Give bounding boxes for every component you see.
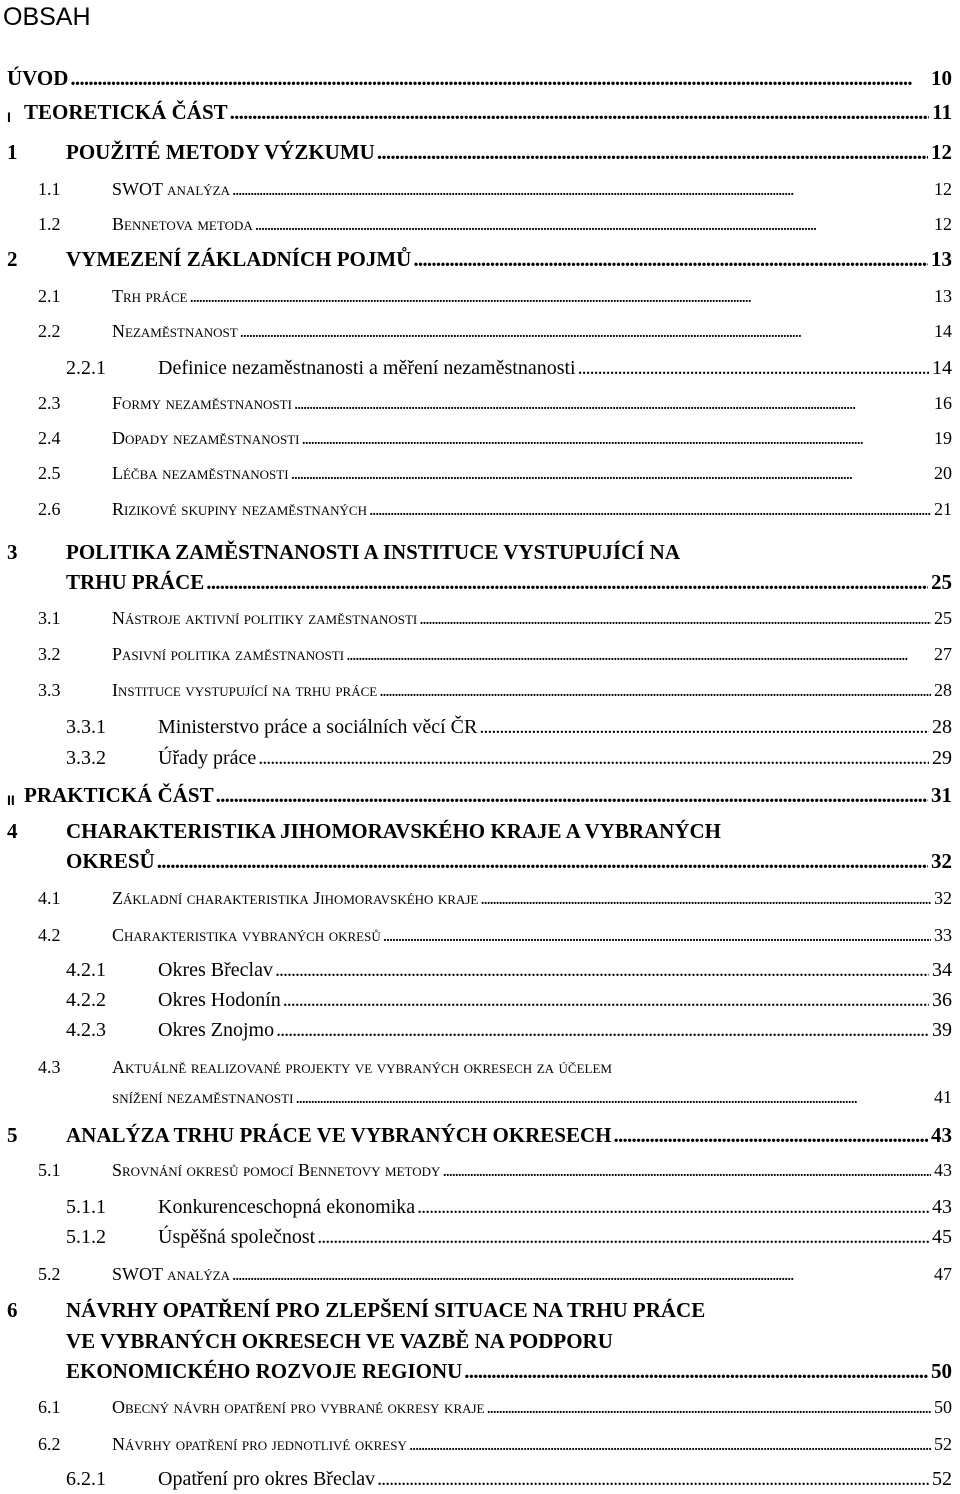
toc-entry-number: 6.1 [38,1397,61,1417]
toc-entry-label: SWOT analýza [112,179,230,199]
toc-entry-page: 28 [932,716,952,738]
toc-entry-label: Dopady nezaměstnanosti [112,428,300,448]
toc-entry-page: 43 [931,1123,952,1147]
toc-entry-number: 2.2 [38,321,61,341]
toc-entry-number: 3.3.1 [66,716,106,738]
toc-entry-page: 34 [932,959,952,981]
dot-leader [189,283,931,309]
dot-leader [301,425,931,451]
toc-entry-label: TRHU PRÁCE [66,570,205,594]
dot-leader [275,957,929,983]
toc-entry-page: 32 [934,888,952,908]
dot-leader [383,922,931,948]
toc-entry-number: 2.2.1 [66,357,106,379]
toc-entry-number: 3.1 [38,608,61,628]
toc-entry-page: 14 [932,357,952,379]
toc-entry-number: 2.5 [38,463,61,483]
toc-entry-label: Srovnání okresů pomocí Bennetovy metody [112,1160,441,1180]
toc-entry-label: Návrhy opatření pro jednotlivé okresy [112,1434,407,1454]
toc-entry-page: 12 [934,179,952,199]
dot-leader [369,496,931,522]
dot-leader [276,1017,929,1043]
toc-entry-label-line2: VE VYBRANÝCH OKRESECH VE VAZBĚ NA PODPORU [66,1329,613,1353]
dot-leader [417,1194,929,1220]
toc-entry-page: 52 [934,1434,952,1454]
toc-entry-page: 16 [934,393,952,413]
toc-entry-page: 25 [934,608,952,628]
toc-entry-page: 13 [934,286,952,306]
dot-leader [216,780,928,810]
toc-entry-page: 50 [934,1397,952,1417]
toc-entry-label: Nástroje aktivní politiky zaměstnanosti [112,608,418,628]
toc-entry-label: Trh práce [112,286,188,306]
toc-entry-page: 11 [932,100,952,124]
dot-leader [346,641,931,667]
toc-entry-label: Opatření pro okres Břeclav [158,1468,376,1490]
dot-leader [70,63,928,93]
toc-entry-number: 6 [7,1298,18,1322]
toc-entry-number: 5.1.2 [66,1226,106,1248]
dot-leader [255,211,931,237]
toc-entry-label: SWOT analýza [112,1264,230,1284]
toc-entry-label: TEORETICKÁ ČÁST [24,100,228,124]
toc-entry-label: PRAKTICKÁ ČÁST [24,783,214,807]
toc-entry-number: 5.1 [38,1160,61,1180]
toc-entry-label: Základní charakteristika Jihomoravského kraje [112,888,479,908]
toc-entry-label: Formy nezaměstnanosti [112,393,292,413]
toc-entry-number: 2.6 [38,499,61,519]
dot-leader [614,1120,929,1150]
toc-entry-label: Okres Hodonín [158,989,281,1011]
toc-entry-label: Ministerstvo práce a sociálních věcí ČR [158,716,478,738]
dot-leader [578,355,929,381]
dot-leader [379,677,931,703]
toc-title: OBSAH [3,3,91,31]
toc-entry-page: 20 [934,463,952,483]
dot-leader [240,318,931,344]
dot-leader [487,1394,931,1420]
toc-entry-label: Charakteristika vybraných okresů [112,925,381,945]
toc-entry-label: Úspěšná společnost [158,1226,316,1248]
toc-entry-number: 2.1 [38,286,61,306]
toc-entry-label-line1: NÁVRHY OPATŘENÍ PRO ZLEPŠENÍ SITUACE NA TRHU PRÁCE [66,1298,706,1322]
toc-entry-page: 12 [931,140,952,164]
toc-entry-page: 19 [934,428,952,448]
dot-leader [294,390,931,416]
toc-entry-label: Obecný návrh opatření pro vybrané okresy kraje [112,1397,485,1417]
dot-leader [480,885,931,911]
dot-leader [283,987,929,1013]
toc-entry-page: 13 [931,247,952,271]
toc-entry-page: 43 [934,1160,952,1180]
toc-entry-label: Nezaměstnanost [112,321,238,341]
dot-leader [377,137,928,167]
toc-entry-page: 27 [934,644,952,664]
toc-entry-label: snížení nezaměstnanosti [112,1087,294,1107]
toc-entry-number: 5.2 [38,1264,61,1284]
toc-entry-page: 28 [934,680,952,700]
dot-leader [291,460,931,486]
toc-entry-number: 4.1 [38,888,61,908]
toc-entry-label: Okres Znojmo [158,1019,275,1041]
toc-entry-label: Rizikové skupiny nezaměstnaných [112,499,367,519]
toc-entry-number: 6.2.1 [66,1468,106,1490]
toc-entry-label: Bennetova metoda [112,214,253,234]
toc-entry-number: 6.2 [38,1434,61,1454]
toc-entry-number: 4.2.3 [66,1019,106,1041]
toc-entry-number: 2 [7,247,18,271]
toc-entry-number: 4.2.1 [66,959,106,981]
toc-entry-number: 5 [7,1123,18,1147]
toc-entry-number: 4.2.2 [66,989,106,1011]
toc-entry-page: 50 [931,1359,952,1383]
toc-entry-number: 2.4 [38,428,61,448]
toc-entry-number: 4 [7,819,18,843]
toc-entry-page: 10 [931,66,952,90]
dot-leader [230,97,930,127]
toc-entry-label: Pasivní politika zaměstnanosti [112,644,345,664]
toc-entry-number: 3.3 [38,680,61,700]
dot-leader [464,1356,928,1386]
toc-entry-page: 36 [932,989,952,1011]
toc-entry-label: Okres Břeclav [158,959,273,981]
toc-entry-number: 4.3 [38,1057,61,1077]
dot-leader [442,1157,931,1183]
toc-entry-label: ANALÝZA TRHU PRÁCE VE VYBRANÝCH OKRESECH [66,1123,612,1147]
dot-leader [419,605,931,631]
toc-entry-number: 2.3 [38,393,61,413]
toc-entry-label: Konkurenceschopná ekonomika [158,1196,416,1218]
toc-entry-label: EKONOMICKÉHO ROZVOJE REGIONU [66,1359,463,1383]
dot-leader [258,745,929,771]
dot-leader [232,1261,931,1287]
dot-leader [295,1084,931,1110]
toc-entry-label: Úřady práce [158,747,257,769]
toc-entry-page: 29 [932,747,952,769]
toc-entry-page: 45 [932,1226,952,1248]
toc-entry-number: 1.1 [38,179,61,199]
toc-entry-label-line1: POLITIKA ZAMĚSTNANOSTI A INSTITUCE VYSTUPUJÍCÍ NA [66,540,681,564]
toc-entry-page: 52 [932,1468,952,1490]
toc-entry-label-line1: Aktuálně realizované projekty ve vybraných okresech za účelem [112,1057,612,1077]
dot-leader [206,567,928,597]
toc-entry-label-line1: CHARAKTERISTIKA JIHOMORAVSKÉHO KRAJE A VYBRANÝCH [66,819,721,843]
toc-entry-number: 3.2 [38,644,61,664]
toc-entry-page: 33 [934,925,952,945]
dot-leader [479,714,929,740]
toc-entry-page: 14 [934,321,952,341]
dot-leader [409,1431,931,1457]
toc-entry-page: 43 [932,1196,952,1218]
toc-entry-number: II [7,792,15,808]
toc-entry-label: VYMEZENÍ ZÁKLADNÍCH POJMŮ [66,247,412,271]
toc-entry-label: Léčba nezaměstnanosti [112,463,289,483]
toc-entry-page: 41 [934,1087,952,1107]
dot-leader [413,244,928,274]
toc-entry-label: ÚVOD [7,66,69,90]
toc-entry-label: POUŽITÉ METODY VÝZKUMU [66,140,375,164]
toc-entry-label: Definice nezaměstnanosti a měření nezaměstnanosti [158,357,576,379]
toc-entry-number: 3 [7,540,18,564]
toc-entry-page: 21 [934,499,952,519]
dot-leader [157,846,928,876]
toc-entry-page: 12 [934,214,952,234]
toc-entry-number: I [7,109,11,125]
toc-entry-number: 3.3.2 [66,747,106,769]
toc-entry-number: 4.2 [38,925,61,945]
dot-leader [377,1466,929,1492]
toc-entry-label: OKRESŮ [66,849,155,873]
toc-entry-number: 1 [7,140,18,164]
toc-entry-page: 39 [932,1019,952,1041]
toc-entry-page: 25 [931,570,952,594]
toc-entry-page: 47 [934,1264,952,1284]
toc-entry-page: 32 [931,849,952,873]
dot-leader [317,1224,929,1250]
dot-leader [232,176,931,202]
toc-entry-number: 1.2 [38,214,61,234]
toc-entry-number: 5.1.1 [66,1196,106,1218]
toc-entry-page: 31 [931,783,952,807]
toc-entry-label: Instituce vystupující na trhu práce [112,680,378,700]
